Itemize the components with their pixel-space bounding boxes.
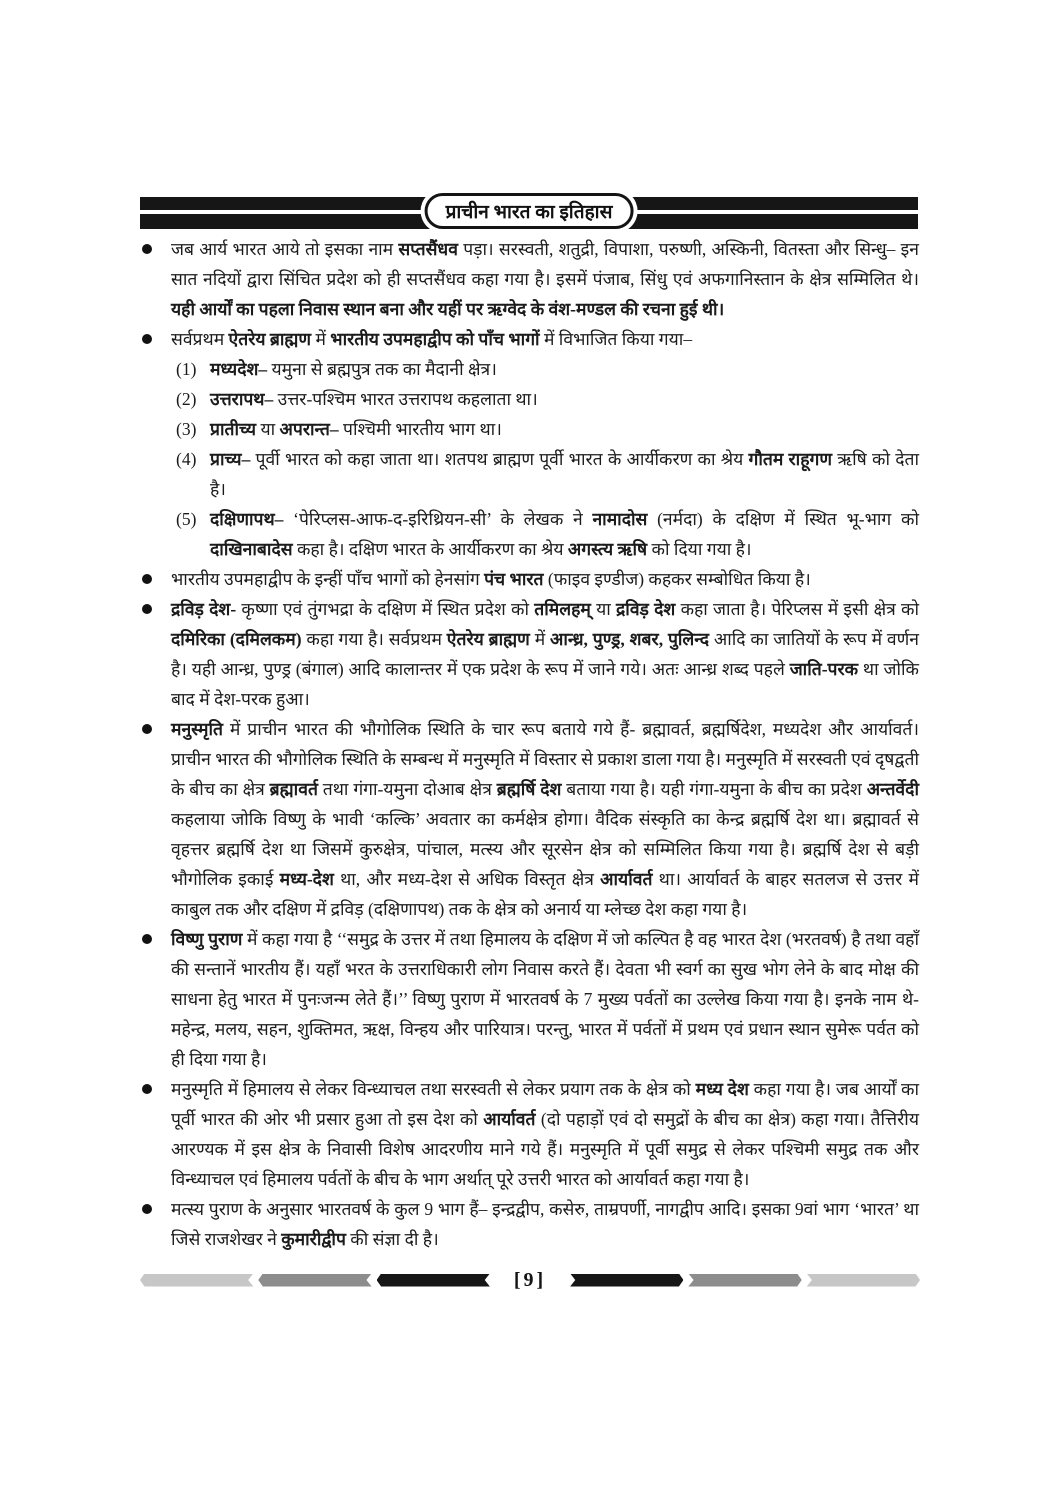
bullet-item: [140, 714, 919, 924]
paragraph-text: विष्णु पुराण में कहा गया है ‘‘समुद्र के उत्तर में तथा हिमालय के दक्षिण में जो कल्पित है वह भारत देश (भरतवर्ष) है तथा वहाँ की सन्तानें भारतीय हैं। यहाँ भरत के उत्तराधिकारी लोग निवास करते हैं। देवता भी स्वर्ग का सुख भोग लेने के बाद मोक्ष की साधना हेतु भारत में पुनःजन्म लेते हैं।’’ विष्णु पुराण में भारतवर्ष के 7 मुख्य पर्वतों का उल्लेख किया गया है। इनके नाम थे- महेन्द्र, मलय, सहन, शुक्तिमत, ऋक्ष, विन्हय और पारियात्र। परन्तु, भारत में पर्वतों में प्रथम एवं प्रधान स्थान सुमेरू पर्वत को ही दिया गया है।: [171, 929, 919, 1069]
chapter-header: [140, 197, 918, 231]
bullet-item: [140, 1194, 919, 1254]
footer-ribbons-left: [140, 1274, 490, 1287]
numbered-item: [176, 354, 919, 384]
bullet-item: [140, 1074, 919, 1194]
bullet-item: [140, 924, 919, 1074]
paragraph-text: उत्तरापथ– उत्तर-पश्चिम भारत उत्तरापथ कहलाता था।: [210, 389, 538, 409]
numbered-item: [176, 384, 919, 414]
bullet-icon: [142, 604, 152, 614]
numbered-item: [176, 414, 919, 444]
paragraph-text: प्रातीच्य या अपरान्त– पश्चिमी भारतीय भाग था।: [210, 419, 502, 439]
bullet-icon: [142, 244, 152, 254]
footer-ribbon-right: [807, 1274, 920, 1287]
paragraph-text: दक्षिणापथ– ‘पेरिप्लस-आफ-द-इरिथ्रियन-सी’ के लेखक ने नामादोस (नर्मदा) के दक्षिण में स्थित भू-भाग को दाखिनाबादेस कहा है। दक्षिण भारत के आर्यीकरण का श्रेय अगस्त्य ऋषि को दिया गया है।: [210, 509, 919, 559]
paragraph-text: मनुस्मृति में प्राचीन भारत की भौगोलिक स्थिति के चार रूप बताये गये हैं- ब्रह्मावर्त, ब्रह्मर्षिदेश, मध्यदेश और आर्यावर्त। प्राचीन भारत की भौगोलिक स्थिति के सम्बन्ध में मनुस्मृति में विस्तार से प्रकाश डाला गया है। मनुस्मृति में सरस्वती एवं दृषद्वती के बीच का क्षेत्र ब्रह्मावर्त तथा गंगा-यमुना दोआब क्षेत्र ब्रह्मर्षि देश बताया गया है। यही गंगा-यमुना के बीच का प्रदेश अन्तर्वेदी कहलाया जोकि विष्णु के भावी ‘कल्कि’ अवतार का कर्मक्षेत्र होगा। वैदिक संस्कृति का केन्द्र ब्रह्मर्षि देश था। ब्रह्मावर्त से वृहत्तर ब्रह्मर्षि देश था जिसमें कुरुक्षेत्र, पांचाल, मत्स्य और सूरसेन क्षेत्र को सम्मिलित किया गया है। ब्रह्मर्षि देश से बड़ी भौगोलिक इकाई मध्य-देश था, और मध्य-देश से अधिक विस्तृत क्षेत्र आर्यावर्त था। आर्यावर्त के बाहर सतलज से उत्तर में काबुल तक और दक्षिण में द्रविड़ (दक्षिणापथ) तक के क्षेत्र को अनार्य या म्लेच्छ देश कहा गया है।: [171, 719, 920, 919]
paragraph-text: मत्स्य पुराण के अनुसार भारतवर्ष के कुल 9 भाग हैं– इन्द्रद्वीप, कसेरु, ताम्रपर्णी, नागद्वीप आदि। इसका 9वां भाग ‘भारत’ था जिसे राजशेखर ने कुमारीद्वीप की संज्ञा दी है।: [171, 1199, 919, 1249]
item-number: (5): [176, 509, 197, 529]
bullet-icon: [142, 1084, 152, 1094]
content: [140, 234, 919, 1254]
bullet-icon: [142, 334, 152, 344]
bullet-item: [140, 594, 919, 714]
bullet-item: [140, 324, 919, 354]
footer-ribbons-right: [570, 1274, 920, 1287]
bullet-item: [140, 564, 919, 594]
paragraph-text: जब आर्य भारत आये तो इसका नाम सप्तसैंधव पड़ा। सरस्वती, शतुद्री, विपाशा, परुष्णी, अस्किनी, वितस्ता और सिन्धु– इन सात नदियों द्वारा सिंचित प्रदेश को ही सप्तसैंधव कहा गया है। इसमें पंजाब, सिंधु एवं अफगानिस्तान के क्षेत्र सम्मिलित थे। यही आर्यों का पहला निवास स्थान बना और यहीं पर ऋग्वेद के वंश-मण्डल की रचना हुई थी।: [171, 239, 919, 319]
paragraph-text: मनुस्मृति में हिमालय से लेकर विन्ध्याचल तथा सरस्वती से लेकर प्रयाग तक के क्षेत्र को मध्य देश कहा गया है। जब आर्यों का पूर्वी भारत की ओर भी प्रसार हुआ तो इस देश को आर्यावर्त (दो पहाड़ों एवं दो समुद्रों के बीच का क्षेत्र) कहा गया। तैत्तिरीय आरण्यक में इस क्षेत्र के निवासी विशेष आदरणीय माने गये हैं। मनुस्मृति में पूर्वी समुद्र से लेकर पश्चिमी समुद्र तक और विन्ध्याचल एवं हिमालय पर्वतों के बीच के भाग अर्थात् पूरे उत्तरी भारत को आर्यावर्त कहा गया है।: [171, 1079, 919, 1189]
footer-ribbon-left: [258, 1274, 371, 1287]
footer-ribbon-right: [688, 1274, 801, 1287]
bullet-icon: [142, 574, 152, 584]
numbered-item: [176, 444, 919, 504]
item-number: (4): [176, 449, 197, 469]
bullet-icon: [142, 1204, 152, 1214]
paragraph-text: द्रविड़ देश- कृष्णा एवं तुंगभद्रा के दक्षिण में स्थित प्रदेश को तमिलहम् या द्रविड़ देश कहा जाता है। पेरिप्लस में इसी क्षेत्र को दमिरिका (दमिलकम) कहा गया है। सर्वप्रथम ऐतरेय ब्राह्मण में आन्ध्र, पुण्ड्र, शबर, पुलिन्द आदि का जातियों के रूप में वर्णन है। यही आन्ध्र, पुण्ड्र (बंगाल) आदि कालान्तर में एक प्रदेश के रूप में जाने गये। अतः आन्ध्र शब्द पहले जाति-परक था जोकि बाद में देश-परक हुआ।: [171, 599, 920, 709]
bullet-icon: [142, 934, 152, 944]
bullet-item: [140, 234, 919, 324]
footer-ribbon-left: [140, 1274, 253, 1287]
paragraph-text: मध्यदेश– यमुना से ब्रह्मपुत्र तक का मैदानी क्षेत्र।: [210, 359, 497, 379]
item-number: (3): [176, 419, 197, 439]
item-number: (2): [176, 389, 197, 409]
page-title: प्राचीन भारत का इतिहास: [445, 202, 613, 223]
page-title-box: [425, 193, 634, 229]
bullet-icon: [142, 724, 152, 734]
footer-ribbon-right: [570, 1274, 683, 1287]
paragraph-text: भारतीय उपमहाद्वीप के इन्हीं पाँच भागों को हेनसांग पंच भारत (फाइव इण्डीज) कहकर सम्बोधित किया है।: [171, 569, 811, 589]
footer: [140, 1269, 920, 1291]
paragraph-text: सर्वप्रथम ऐतरेय ब्राह्मण में भारतीय उपमहाद्वीप को पाँच भागों में विभाजित किया गया–: [171, 329, 693, 349]
item-number: (1): [176, 359, 197, 379]
numbered-item: [176, 504, 919, 564]
footer-ribbon-left: [377, 1274, 490, 1287]
paragraph-text: प्राच्य– पूर्वी भारत को कहा जाता था। शतपथ ब्राह्मण पूर्वी भारत के आर्यीकरण का श्रेय गौतम राहूगण ऋषि को देता है।: [210, 449, 919, 499]
page-number: [9]: [513, 1268, 547, 1291]
